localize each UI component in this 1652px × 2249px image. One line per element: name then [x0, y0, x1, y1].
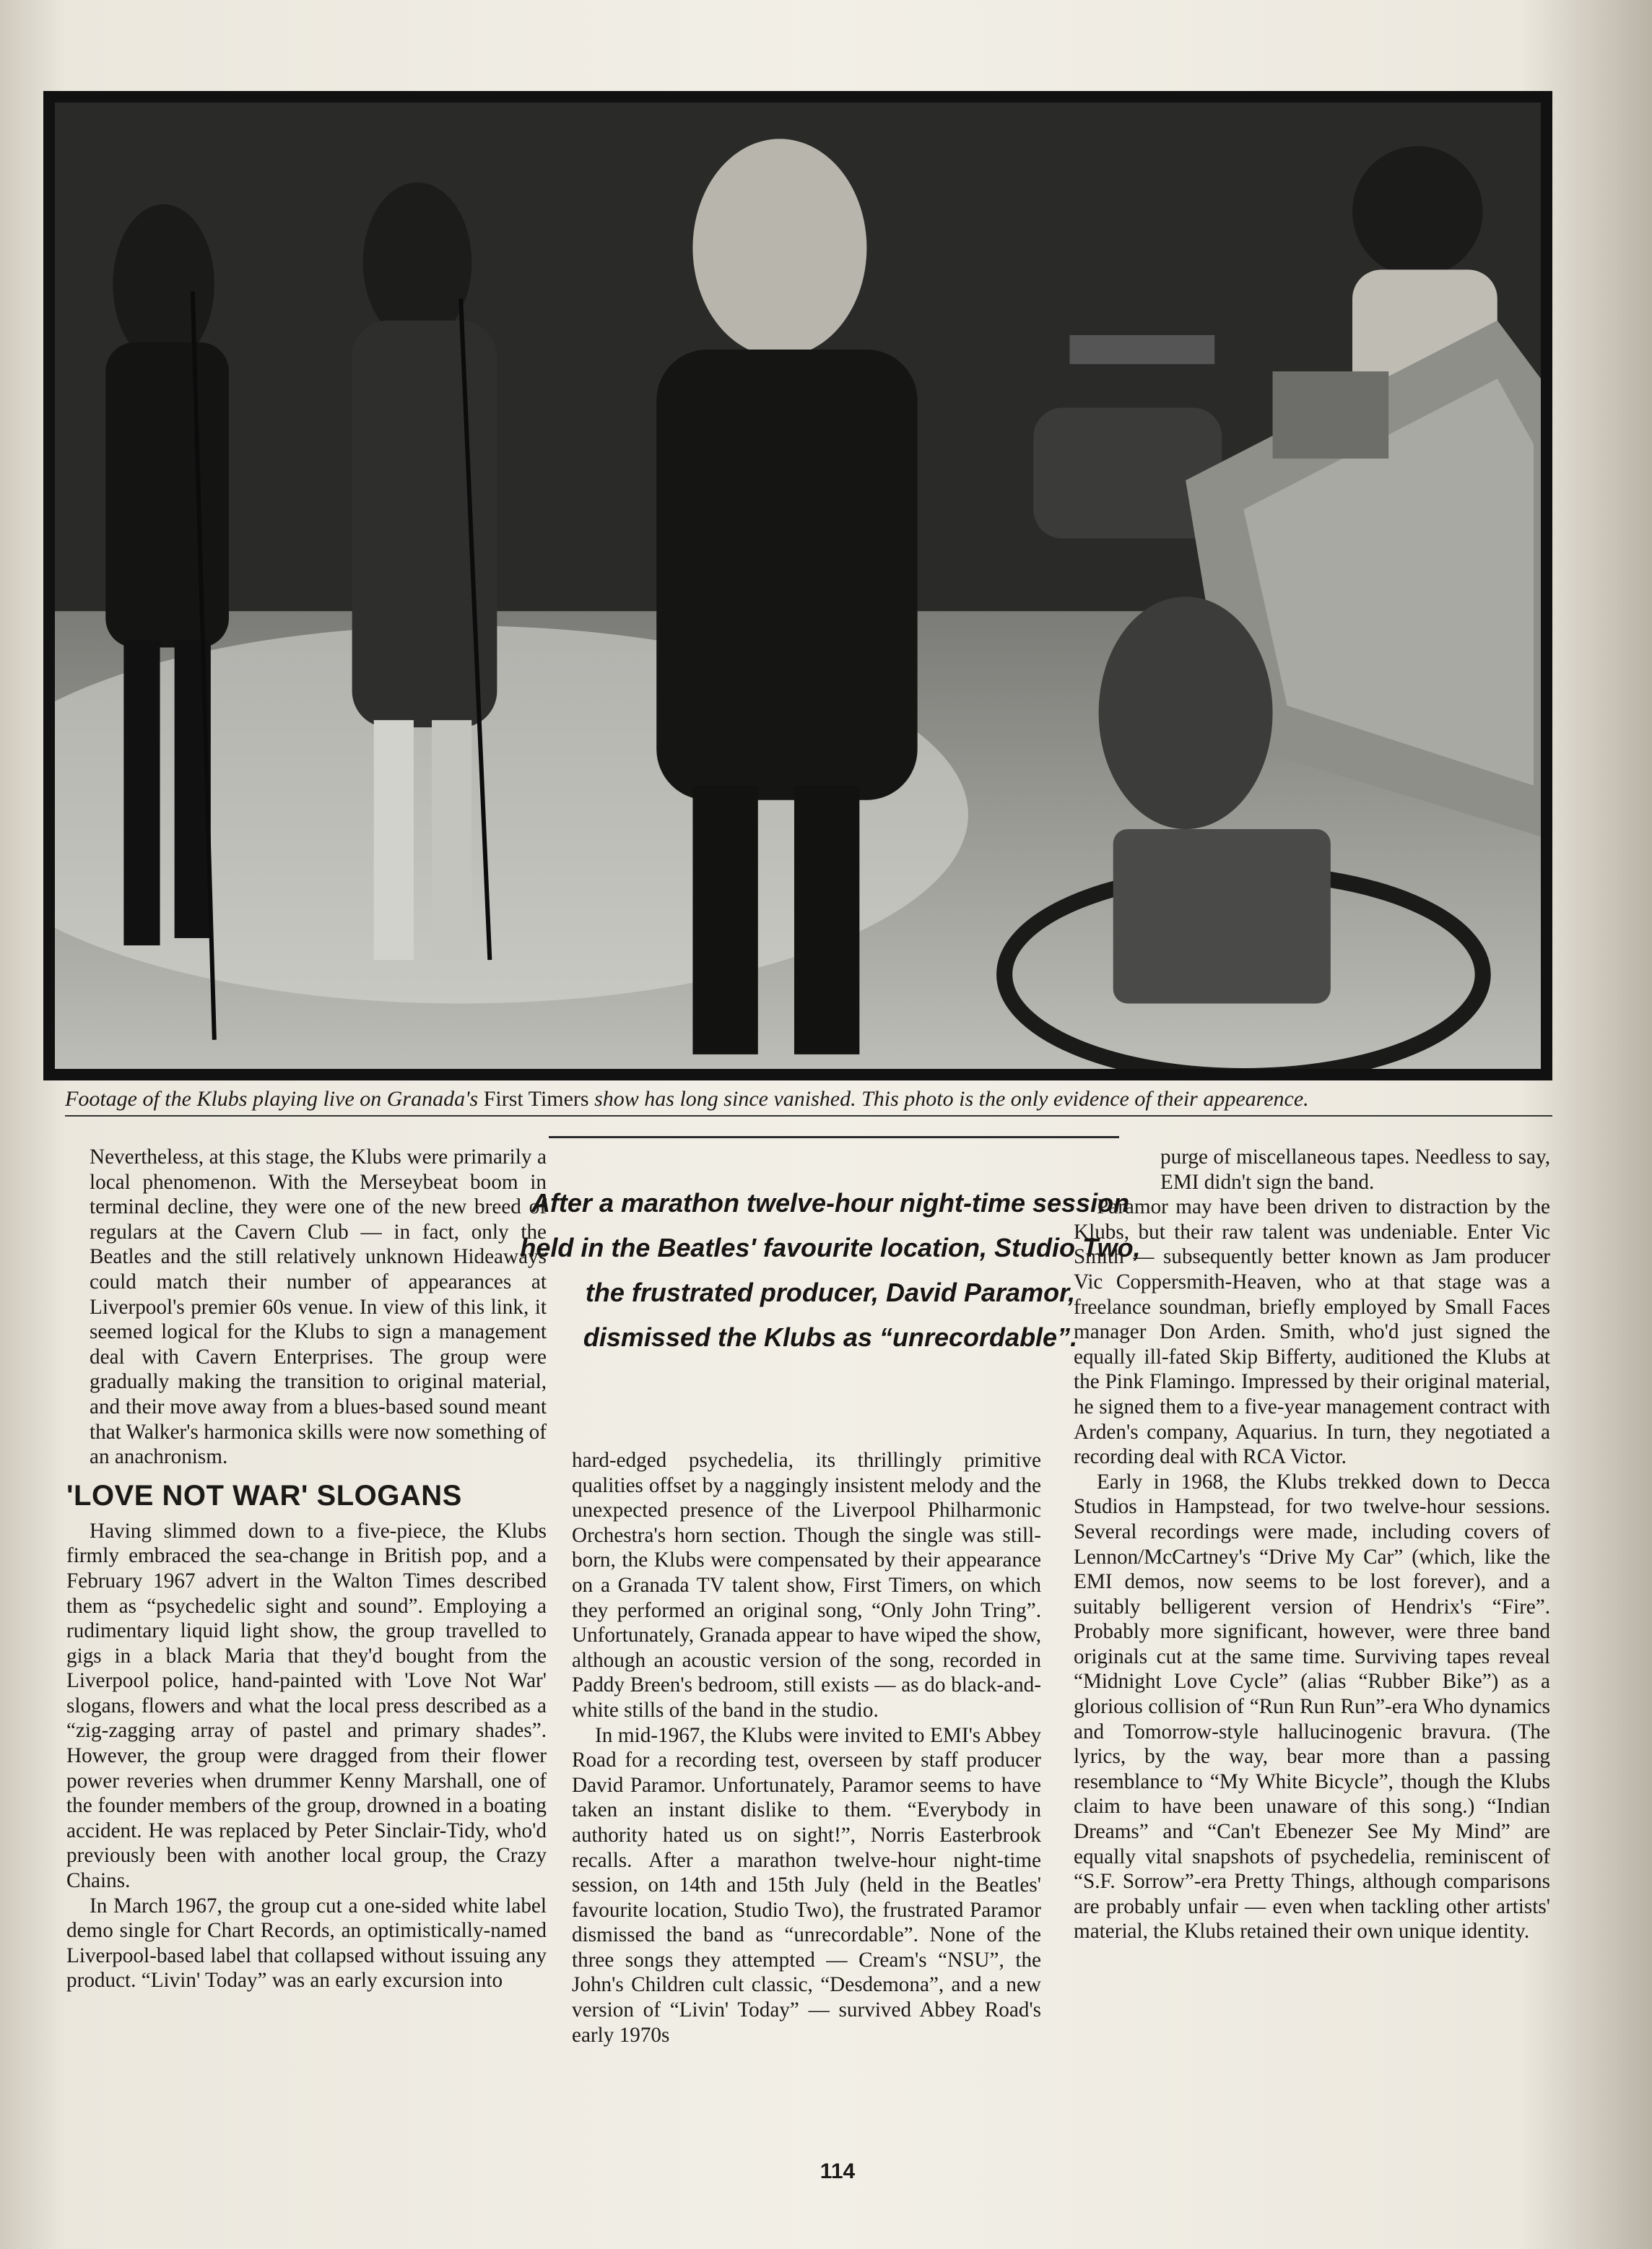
paragraph: hard-edged psychedelia, its thrillingly primitive qualities offset by a naggingly insistent melody and the unexpected presence of the Liverpool Philharmonic Orchestra's horn section. Though the single was still-born, the Klubs were compensated by their appearance on a Granada TV talent show, First Timers, on which they performed an original song, “Only John Tring”. Unfortunately, Granada appear to have wiped the show, although an acoustic version of the song, recorded in Paddy Breen's bedroom, still exists — as do black-and-white stills of the band in the studio. — [572, 1449, 1041, 1722]
band-photo — [55, 103, 1541, 1069]
paragraph: In March 1967, the group cut a one-sided white label demo single for Chart Records, an optimistically-named Liverpool-based label that collapsed without issuing any product. “Livin' Today” was an early excursion into — [66, 1894, 547, 1993]
paragraph: Nevertheless, at this stage, the Klubs were primarily a local phenomenon. With the Merseybeat boom in terminal decline, they were one of the new breed of regulars at the Cavern Club — in fact, only the Beatles and the still relatively unknown Hideaways could match their number of appearances at Liverpool's premier 60s venue. In view of this link, it seemed logical for the Klubs to sign a management deal with Cavern Enterprises. The group were gradually making the transition to original material, and their move away from a blues-based sound meant that Walker's harmonica skills were now something of an anachronism. — [90, 1145, 547, 1469]
column-2 — [572, 1448, 1041, 2048]
photo-frame — [43, 91, 1552, 1080]
pull-quote: After a marathon twelve-hour night-time session held in the Beatles' favourite location, Studio Two, the frustrated producer, David Paramor, dismissed the Klubs as “unrecordable”. — [520, 1188, 1141, 1352]
page-number: 114 — [820, 2159, 856, 2183]
paragraph: In mid-1967, the Klubs were invited to EMI's Abbey Road for a recording test, overseen by staff producer David Paramor. Unfortunately, Paramor seems to have taken an instant dislike to them. “Everybody in authority hated us on sight!”, Norris Easterbrook recalls. After a marathon twelve-hour night-time session, on 14th and 15th July (held in the Beatles' favourite location, Studio Two), the frustrated Paramor dismissed the band as “unrecordable”. None of the three songs they attempted — Cream's “NSU”, the John's Children cult classic, “Desdemona”, and a new version of “Livin' Today” — survived Abbey Road's early 1970s — [572, 1723, 1041, 2047]
column-3 — [1074, 1145, 1550, 1944]
column-1 — [66, 1145, 547, 1993]
photo-caption: Footage of the Klubs playing live on Granada's First Timers show has long since vanished. This photo is the only evidence of their appearence. — [65, 1083, 1552, 1117]
paragraph: purge of miscellaneous tapes. Needless to say, EMI didn't sign the band. — [1160, 1145, 1550, 1194]
pullquote-rule — [549, 1136, 1119, 1138]
band-photo-image — [55, 103, 1541, 1069]
paragraph: Paramor may have been driven to distraction by the Klubs, but their raw talent was undeniable. Enter Vic Smith — subsequently better known as Jam producer Vic Coppersmith-Heaven, who at that stage was a freelance soundman, briefly employed by Small Faces manager Don Arden. Smith, who'd just signed the equally ill-fated Skip Bifferty, auditioned the Klubs at the Pink Flamingo. Impressed by their original material, he signed them to a five-year management contract with Arden's company, Aquarius. In turn, they negotiated a recording deal with RCA Victor. — [1074, 1195, 1550, 1469]
paragraph: Early in 1968, the Klubs trekked down to Decca Studios in Hampstead, for two twelve-hour sessions. Several recordings were made, including covers of Lennon/McCartney's “Drive My Car” (which, like the EMI demos, now seems to be lost forever), and a suitably belligerent version of Hendrix's “Fire”. Probably more significant, however, were three band originals cut at the same time. Surviving tapes reveal “Midnight Love Cycle” (alias “Rubber Bike”) as a glorious collision of “Run Run Run”-era Who dynamics and Tomorrow-style hallucinogenic bravura. (The lyrics, by the way, bear more than a passing resemblance to “My White Bicycle”, though the Klubs claim to have been unaware of this song.) “Indian Dreams” and “Can't Ebenezer See My Mind” are equally vital snapshots of psychedelia, reminiscent of “S.F. Sorrow”-era Pretty Things, although comparisons are probably unfair — even when tackling other artists' material, the Klubs retained their own unique identity. — [1074, 1470, 1550, 1944]
subheading: 'LOVE NOT WAR' SLOGANS — [66, 1479, 462, 1512]
paragraph: Having slimmed down to a five-piece, the Klubs firmly embraced the sea-change in British pop, and a February 1967 advert in the Walton Times described them as “psychedelic sight and sound”. Employing a rudimentary liquid light show, the group travelled to gigs in a black Maria that they'd bought from the Liverpool police, hand-painted with 'Love Not War' slogans, flowers and what the local press described as a “zig-zagging array of pastel and primary shades”. However, the group were dragged from their flower power reveries when drummer Kenny Marshall, one of the founder members of the group, drowned in a boating accident. He was replaced by Peter Sinclair-Tidy, who'd previously been with another local group, the Crazy Chains. — [66, 1519, 547, 1893]
